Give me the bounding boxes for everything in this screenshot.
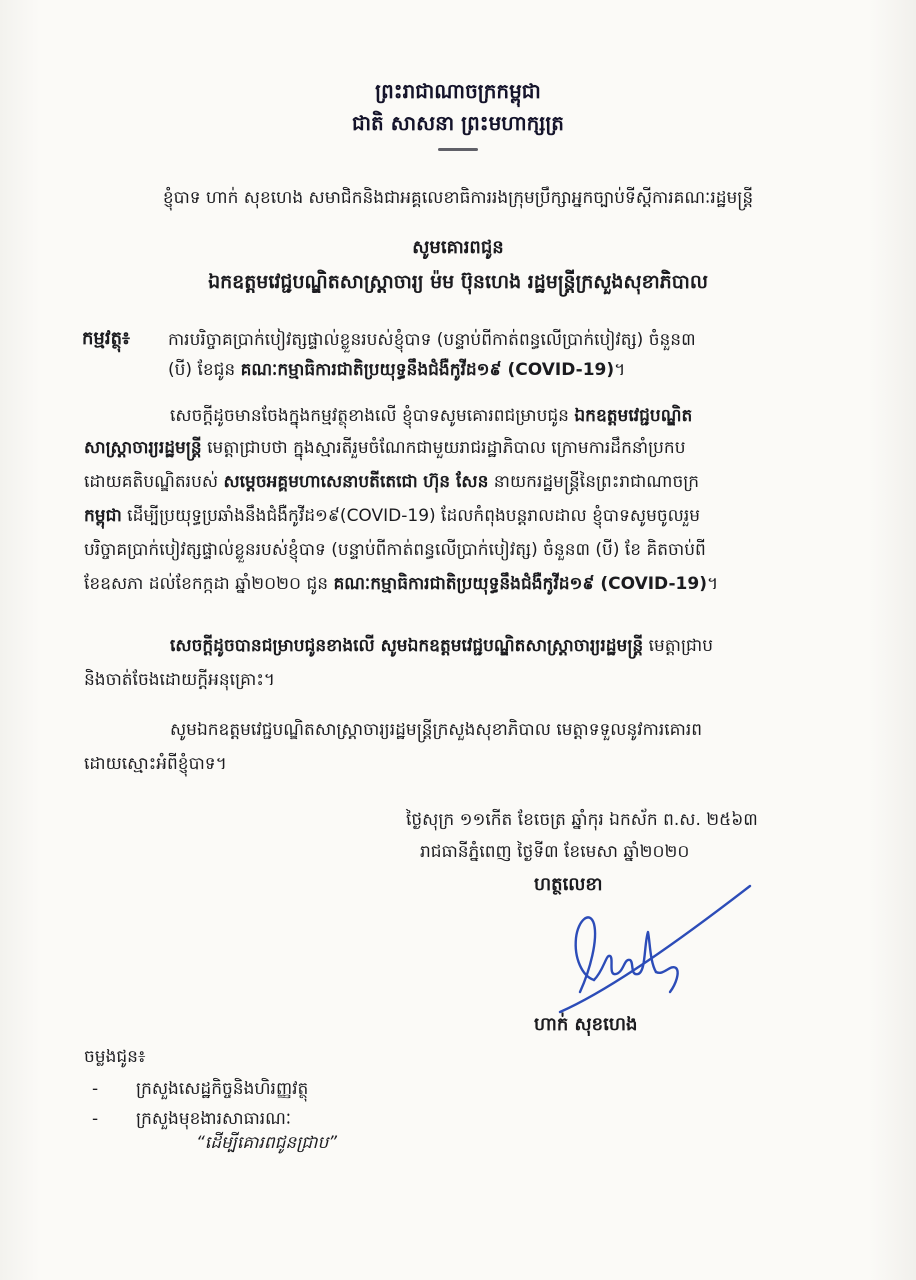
paragraph-1-line-4: កម្ពុជា ដើម្បីប្រយុទ្ធប្រឆាំងនឹងជំងឺកូវីដ១៩(COVID-19) ដែលកំពុងបន្ដរាលដាល ខ្ញុំបាទសូមចូលរួម bbox=[84, 506, 701, 526]
paragraph-1-line-6: ខែឧសភា ដល់ខែកក្កដា ឆ្នាំ២០២០ ជូន គណៈកម្មាធិការជាតិប្រយុទ្ធនឹងជំងឺកូវីដ១៩ (COVID-19)។ bbox=[84, 574, 719, 594]
addressee: ឯកឧត្ដមវេជ្ជបណ្ឌិតសាស្ត្រាចារ្យ ម៉ម ប៊ុនហេង រដ្ឋមន្ត្រីក្រសួងសុខាភិបាល bbox=[208, 271, 708, 293]
lunar-date: ថ្ងៃសុក្រ ១១កើត ខែចេត្រ ឆ្នាំកុរ ឯកស័ក ព.ស. ២៥៦៣ bbox=[406, 810, 758, 830]
subject-line-2: (បី) ខែជូន គណៈកម្មាធិការជាតិប្រយុទ្ធនឹងជំងឺកូវីដ១៩ (COVID-19)។ bbox=[168, 360, 626, 380]
solar-date: រាជធានីភ្នំពេញ ថ្ងៃទី៣ ខែមេសា ឆ្នាំ២០២០ bbox=[420, 842, 690, 862]
cc-label: ចម្លងជូន៖ bbox=[84, 1047, 146, 1067]
paragraph-1-line-1: សេចក្ដីដូចមានចែងក្នុងកម្មវត្ថុខាងលើ ខ្ញុំបាទសូមគោរពជម្រាបជូន ឯកឧត្ដមវេជ្ជបណ្ឌិត bbox=[170, 406, 693, 426]
signatory-name: ហាក់ សុខហេង bbox=[534, 1014, 638, 1035]
handwritten-signature bbox=[520, 880, 760, 1020]
paragraph-2-line-2: និងចាត់ចែងដោយក្ដីអនុគ្រោះ។ bbox=[84, 670, 276, 690]
paragraph-1-line-2: សាស្ត្រាចារ្យរដ្ឋមន្ត្រី មេត្តាជ្រាបថា ក្នុងស្មារតីរួមចំណែកជាមួយរាជរដ្ឋាភិបាល ក្រោមការដឹកនាំប្រកប bbox=[84, 438, 686, 458]
national-motto: ជាតិ សាសនា ព្រះមហាក្សត្រ bbox=[352, 111, 564, 135]
signature-title: ហត្ថលេខា bbox=[534, 874, 603, 895]
kingdom-heading: ព្រះរាជាណាចក្រកម្ពុជា bbox=[375, 79, 541, 103]
paragraph-1-line-5: បរិច្ចាគប្រាក់បៀវត្សផ្ទាល់ខ្លួនរបស់ខ្ញុំបាទ (បន្ទាប់ពីកាត់ពន្ធលើប្រាក់បៀវត្ស) ចំនួន៣ (បី) ខែ គិតចាប់ពី bbox=[84, 540, 706, 560]
heading-ornament bbox=[438, 148, 478, 151]
paragraph-1-line-3: ដោយគតិបណ្ឌិតរបស់ សម្ដេចអគ្គមហាសេនាបតីតេជោ ហ៊ុន សែន នាយករដ្ឋមន្ត្រីនៃព្រះរាជាណាចក្រ bbox=[84, 472, 700, 492]
paragraph-3-line-2: ដោយស្មោះអំពីខ្ញុំបាទ។ bbox=[84, 754, 227, 774]
cc-note: “ដើម្បីគោរពជូនជ្រាប” bbox=[196, 1133, 338, 1153]
salutation: សូមគោរពជូន bbox=[412, 237, 504, 258]
paragraph-2-line-1: សេចក្ដីដូចបានជម្រាបជូនខាងលើ សូមឯកឧត្ដមវេជ្ជបណ្ឌិតសាស្ត្រាចារ្យរដ្ឋមន្ត្រី មេត្តាជ្រាប bbox=[170, 636, 713, 656]
subject-label: កម្មវត្ថុ៖ bbox=[82, 328, 130, 349]
paragraph-3-line-1: សូមឯកឧត្ដមវេជ្ជបណ្ឌិតសាស្ត្រាចារ្យរដ្ឋមន្ត្រីក្រសួងសុខាភិបាល មេត្តាទទួលនូវការគោរព bbox=[170, 720, 703, 740]
cc-item: - ក្រសួងសេដ្ឋកិច្ចនិងហិរញ្ញវត្ថុ bbox=[92, 1079, 309, 1099]
intro-line: ខ្ញុំបាទ ហាក់ សុខហេង សមាជិកនិងជាអគ្គលេខាធិការរងក្រុមប្រឹក្សាអ្នកច្បាប់ទីស្ដីការគណៈរដ្ឋមន្ត្រី bbox=[162, 188, 754, 208]
cc-item: - ក្រសួងមុខងារសាធារណៈ bbox=[92, 1109, 292, 1129]
subject-line-1: ការបរិច្ចាគប្រាក់បៀវត្សផ្ទាល់ខ្លួនរបស់ខ្ញុំបាទ (បន្ទាប់ពីកាត់ពន្ធលើប្រាក់បៀវត្ស) ចំនួន៣ bbox=[168, 330, 696, 350]
